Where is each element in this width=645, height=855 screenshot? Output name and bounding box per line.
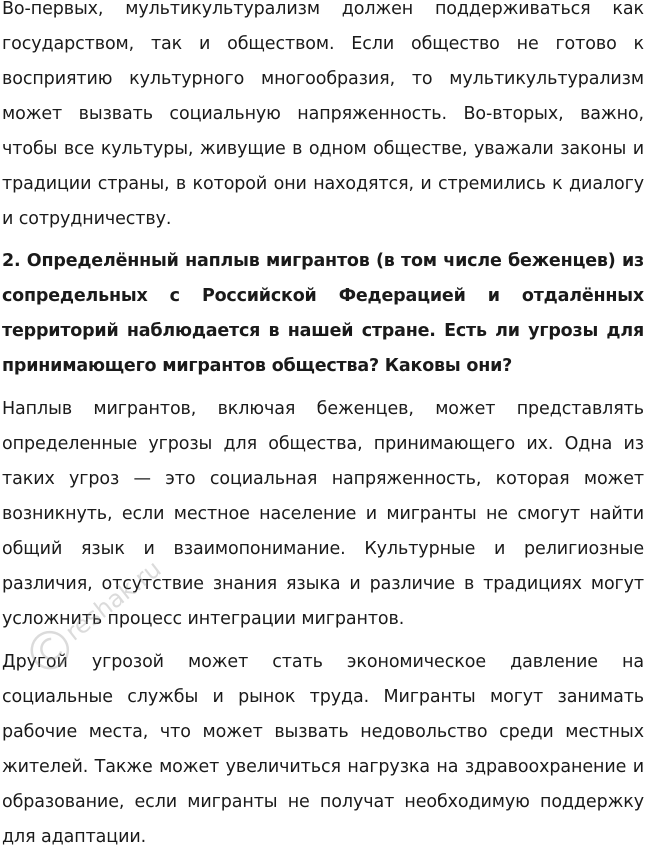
paragraph-multiculturalism: Во-первых, мультикультурализм должен поддерживаться как государством, так и обществом. Если общество не готово к восприятию культурного многообразия, то мультикультурализм может вызвать социальную напряженность. Во-вторых, важно, чтобы все культуры, живущие в одном обществе, уважали законы и традиции страны, в которой они находятся, и стремились к диалогу и сотрудничеству. <box>2 0 644 229</box>
paragraph-economic-pressure: Другой угрозой может стать экономическое давление на социальные службы и рынок труда. Мигранты могут занимать рабочие места, что может вызвать недовольство среди местных жителей. Также может увеличиться нагрузка на здравоохранение и образование, если мигранты не получат необходимую поддержку для адаптации. <box>2 652 644 847</box>
watermark-text: reshak.ru <box>60 554 167 647</box>
question-heading-2: 2. Определённый наплыв мигрантов (в том числе беженцев) из сопредельных с Российской Федерацией и отдалённых территорий наблюдается в нашей стране. Есть ли угрозы для принимающего мигрантов общества? Каковы они? <box>2 251 644 376</box>
paragraph-migration-threats: Наплыв мигрантов, включая беженцев, может представлять определенные угрозы для общества, принимающего их. Одна из таких угроз — это социальная напряженность, которая может возникнуть, если местное население и мигранты не смогут найти общий язык и взаимопонимание. Культурные и религиозные различия, отсутствие знания языка и различие в традициях могут усложнить процесс интеграции мигрантов. <box>2 399 644 629</box>
